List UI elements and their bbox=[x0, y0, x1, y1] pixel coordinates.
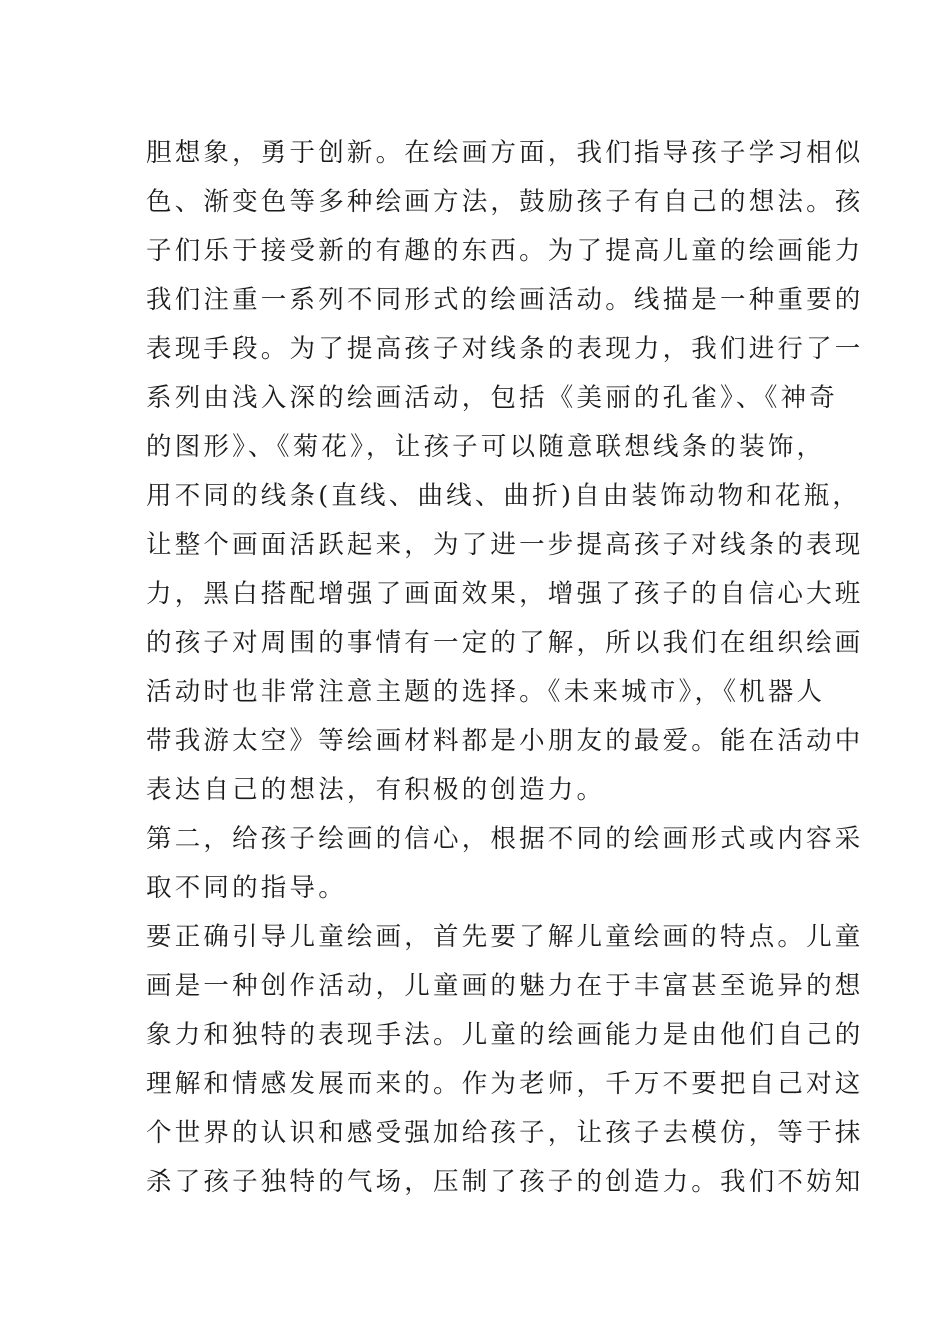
text-line: 色、渐变色等多种绘画方法，鼓励孩子有自己的想法。孩 bbox=[146, 187, 864, 217]
text-line: 表达自己的想法，有积极的创造力。 bbox=[146, 775, 606, 805]
text-line: 取不同的指导。 bbox=[146, 873, 347, 903]
text-line: 我们注重一系列不同形式的绘画活动。线描是一种重要的 bbox=[146, 285, 864, 315]
text-line: 画是一种创作活动，儿童画的魅力在于丰富甚至诡异的想 bbox=[146, 971, 864, 1001]
text-line: 第二，给孩子绘画的信心，根据不同的绘画形式或内容采 bbox=[146, 824, 864, 854]
text-line: 要正确引导儿童绘画，首先要了解儿童绘画的特点。儿童 bbox=[146, 922, 864, 952]
document-body bbox=[146, 129, 864, 1207]
text-line: 带我游太空》等绘画材料都是小朋友的最爱。能在活动中 bbox=[146, 726, 864, 756]
text-line: 象力和独特的表现手法。儿童的绘画能力是由他们自己的 bbox=[146, 1020, 864, 1050]
text-line: 理解和情感发展而来的。作为老师，千万不要把自己对这 bbox=[146, 1069, 864, 1099]
text-line: 子们乐于接受新的有趣的东西。为了提高儿童的绘画能力 bbox=[146, 236, 864, 266]
text-line: 活动时也非常注意主题的选择。《未来城市》，《机器人 bbox=[146, 677, 826, 707]
text-line: 个世界的认识和感受强加给孩子，让孩子去模仿，等于抹 bbox=[146, 1118, 864, 1148]
text-line: 用不同的线条(直线、曲线、曲折)自由装饰动物和花瓶， bbox=[146, 481, 862, 511]
text-line: 力，黑白搭配增强了画面效果，增强了孩子的自信心大班 bbox=[146, 579, 864, 609]
text-line: 表现手段。为了提高孩子对线条的表现力，我们进行了一 bbox=[146, 334, 864, 364]
text-line: 的图形》、《菊花》，让孩子可以随意联想线条的装饰， bbox=[146, 432, 826, 462]
text-line: 杀了孩子独特的气场，压制了孩子的创造力。我们不妨知 bbox=[146, 1167, 864, 1197]
text-line: 胆想象，勇于创新。在绘画方面，我们指导孩子学习相似 bbox=[146, 138, 864, 168]
text-line: 系列由浅入深的绘画活动，包括《美丽的孔雀》、《神奇 bbox=[146, 383, 839, 413]
text-line: 的孩子对周围的事情有一定的了解，所以我们在组织绘画 bbox=[146, 628, 864, 658]
text-line: 让整个画面活跃起来，为了进一步提高孩子对线条的表现 bbox=[146, 530, 864, 560]
